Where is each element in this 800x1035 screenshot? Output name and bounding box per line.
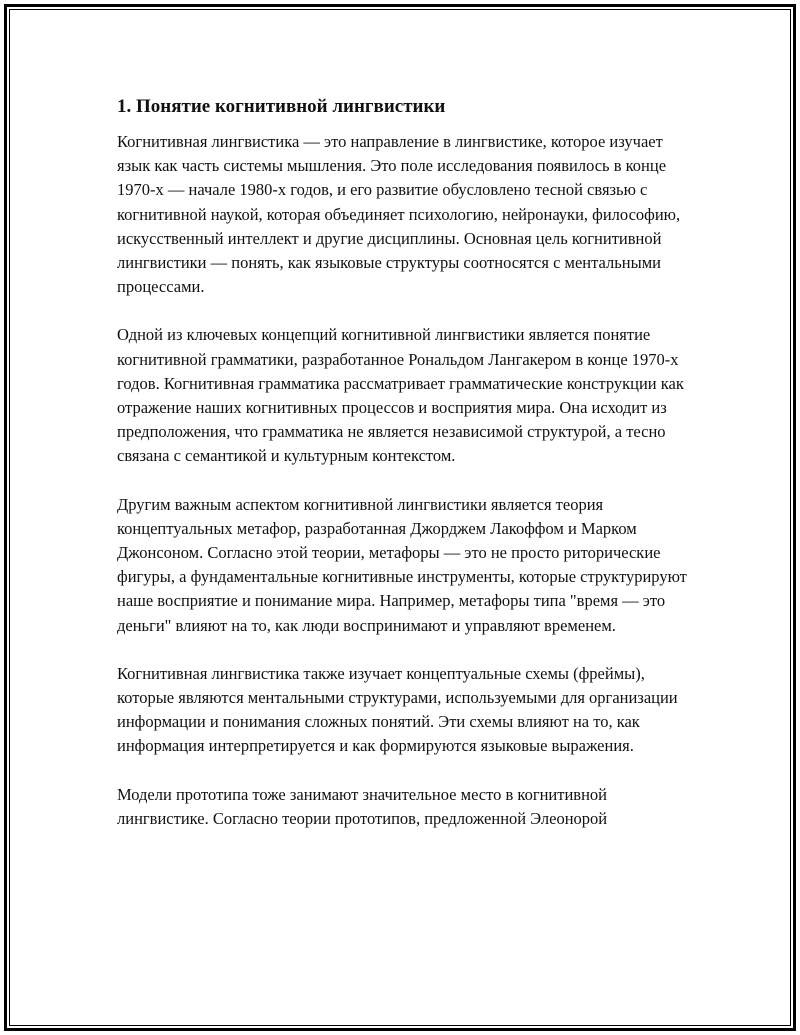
paragraph-intro: Когнитивная лингвистика — это направление в лингвистике, которое изучает язык как часть системы мышления. Это поле исследования появилось в конце 1970-х — начале 1980-х годов, и его развитие обусловлено тесной связью с когнитивной наукой, которая объединяет психологию, нейронауки, философию, искусственный интеллект и другие дисциплины. Основная цель когнитивной лингвистики — понять, как языковые структуры соотносятся с ментальными процессами. bbox=[117, 132, 681, 297]
paragraph-conceptual-metaphors: Другим важным аспектом когнитивной лингвистики является теория концептуальных метафор, разработанная Джорджем Лакоффом и Марком Джонсоном. Согласно этой теории, метафоры — это не просто риторические фигуры, а фундаментальные когнитивные инструменты, которые структурируют наше восприятие и понимание мира. Например, метафоры типа "время — это деньги" влияют на то, как люди воспринимают и управляют временем. bbox=[117, 494, 687, 635]
paragraph-cognitive-grammar: Одной из ключевых концепций когнитивной лингвистики является понятие когнитивной грамматики, разработанное Рональдом Лангакером в конце 1970-х годов. Когнитивная грамматика рассматривает грамматические конструкции как отражение наших когнитивных процессов и восприятия мира. Она исходит из предположения, что грамматика не является независимой структурой, а тесно связана с семантикой и культурным контекстом. bbox=[117, 325, 684, 466]
section-heading: 1. Понятие когнитивной лингвистики bbox=[117, 96, 446, 117]
document-body bbox=[117, 94, 697, 855]
paragraph-frames: Когнитивная лингвистика также изучает концептуальные схемы (фреймы), которые являются ментальными структурами, используемыми для организации информации и понимания сложных понятий. Эти схемы влияют на то, как информация интерпретируется и как формируются языковые выражения. bbox=[117, 663, 678, 756]
paragraph-prototypes: Модели прототипа тоже занимают значительное место в когнитивной лингвистике. Согласно теории прототипов, предложенной Элеонорой bbox=[117, 784, 608, 828]
